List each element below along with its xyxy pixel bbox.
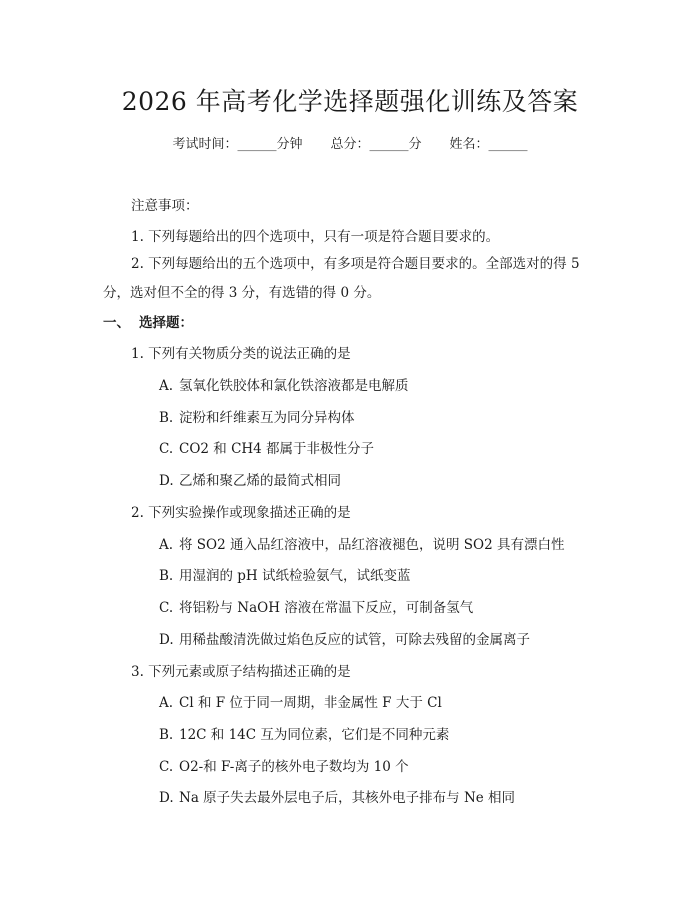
- section-number: 一、: [103, 315, 130, 331]
- option-letter: C.: [159, 759, 174, 775]
- document-title: 2026 年高考化学选择题强化训练及答案: [121, 87, 579, 116]
- question-1-stem: 1. 下列有关物质分类的说法正确的是: [131, 346, 351, 362]
- option-letter: D.: [159, 473, 174, 489]
- option-text: 用稀盐酸清洗做过焰色反应的试管，可除去残留的金属离子: [179, 632, 530, 648]
- name-field: 姓名：______: [449, 137, 528, 152]
- question-2-option-a: [159, 533, 564, 553]
- question-1-option-b: [159, 406, 355, 426]
- question-3-option-b: [159, 723, 449, 743]
- question-2-stem: 2. 下列实验操作或现象描述正确的是: [131, 505, 351, 521]
- question-2-option-c: [159, 596, 473, 616]
- section-title: 选择题：: [139, 315, 193, 331]
- notice-heading: 注意事项：: [131, 198, 199, 214]
- option-letter: C.: [159, 600, 174, 616]
- question-3-option-a: [159, 691, 442, 711]
- option-text: 氢氧化铁胶体和氯化铁溶液都是电解质: [179, 378, 409, 394]
- section-heading: [103, 311, 193, 331]
- exam-meta: [0, 133, 700, 152]
- option-text: 将铝粉与 NaOH 溶液在常温下反应，可制备氢气: [179, 600, 474, 616]
- option-text: CO2 和 CH4 都属于非极性分子: [179, 441, 375, 457]
- option-letter: B.: [159, 568, 174, 584]
- question-3-stem: 3. 下列元素或原子结构描述正确的是: [131, 664, 351, 680]
- option-letter: B.: [159, 727, 174, 743]
- option-letter: C.: [159, 441, 174, 457]
- question-1-option-c: [159, 437, 374, 457]
- option-letter: D.: [159, 790, 174, 806]
- option-text: 淀粉和纤维素互为同分异构体: [179, 410, 355, 426]
- option-text: 用湿润的 pH 试纸检验氨气，试纸变蓝: [179, 568, 411, 584]
- option-letter: A.: [159, 537, 174, 553]
- question-2-option-b: [159, 564, 411, 584]
- total-score-field: 总分：______分: [330, 137, 422, 152]
- option-text: Cl 和 F 位于同一周期，非金属性 F 大于 Cl: [179, 695, 442, 711]
- option-letter: A.: [159, 378, 174, 394]
- notice-item-2: 2. 下列每题给出的五个选项中，有多项是符合题目要求的。全部选对的得 5 分，选对但不全的得 3 分，有选错的得 0 分。: [103, 256, 580, 301]
- question-1-option-a: [159, 374, 409, 394]
- question-1-option-d: [159, 469, 341, 489]
- option-text: O2-和 F-离子的核外电子数均为 10 个: [179, 759, 409, 775]
- option-text: 12C 和 14C 互为同位素，它们是不同种元素: [179, 727, 450, 743]
- option-letter: D.: [159, 632, 174, 648]
- notice-item-1: 1. 下列每题给出的四个选项中，只有一项是符合题目要求的。: [131, 229, 500, 245]
- question-3-option-d: [159, 786, 515, 806]
- question-3-option-c: [159, 755, 409, 775]
- option-text: Na 原子失去最外层电子后，其核外电子排布与 Ne 相同: [179, 790, 516, 806]
- option-letter: A.: [159, 695, 174, 711]
- option-letter: B.: [159, 410, 174, 426]
- option-text: 乙烯和聚乙烯的最简式相同: [179, 473, 341, 489]
- question-2-option-d: [159, 628, 530, 648]
- option-text: 将 SO2 通入品红溶液中，品红溶液褪色，说明 SO2 具有漂白性: [179, 537, 565, 553]
- exam-time-field: 考试时间：______分钟: [172, 137, 303, 152]
